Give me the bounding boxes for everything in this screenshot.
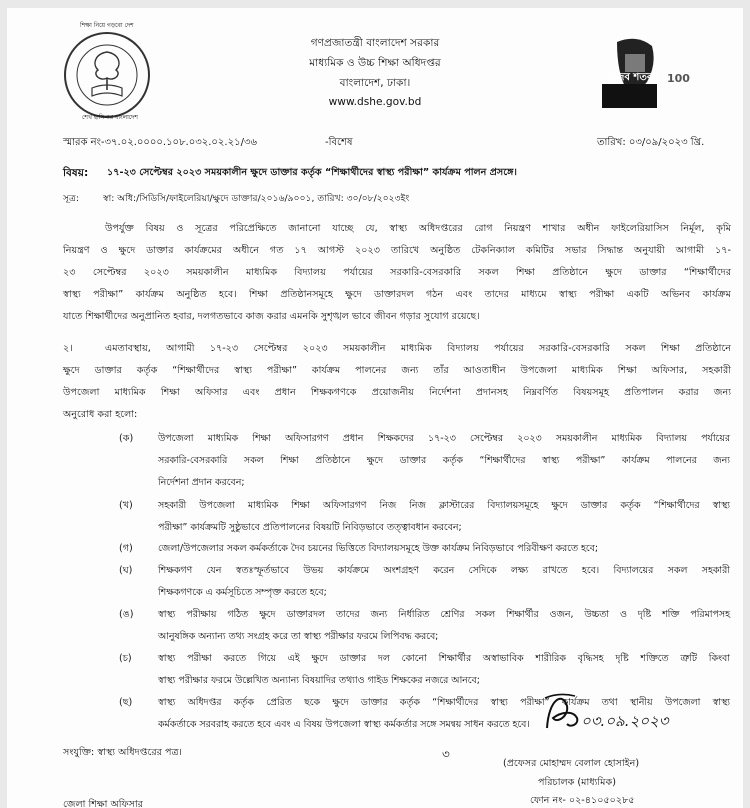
item-line: স্বাস্থ্য পরীক্ষার ফরমে উল্লেখিত অন্যান্য বিষয়াদির তথ্যাও গাইড শিক্ষকের নজরে আনবে;: [158, 675, 480, 686]
header-line-2: মাধ্যমিক ও উচ্চ শিক্ষা অধিদপ্তর: [309, 57, 441, 69]
paragraph-line: উপজেলা মাধ্যমিক শিক্ষা অফিসার এবং প্রধান শিক্ষকগণকে প্রয়োজনীয় নির্দেশনা প্রদানসহ নিম্নবর্ণিত বিষয়সমূহ প্রতিপালন করার জন্য: [63, 387, 731, 398]
item-mark: (ছ): [119, 697, 133, 708]
item-mark: (চ): [119, 653, 132, 664]
mujib-logo-number: 100: [667, 72, 690, 85]
paragraph-line: ক্ষুদে ডাক্তার কর্তৃক “শিক্ষার্থীদের স্বাস্থ্য পরীক্ষা” কার্যক্রম পালনের জন্য তাঁর আওতাধীন উপজেলা মাধ্যমিক শিক্ষা অফিসার, সহকারী: [63, 365, 731, 376]
handwritten-date: ০৩.০৯.২০২৩: [581, 712, 669, 730]
list-item: [158, 560, 730, 604]
list-item: [158, 604, 730, 648]
item-line: নির্দেশনা প্রদান করবেন;: [158, 477, 245, 488]
item-mark: (গ): [119, 543, 133, 554]
paragraph-line: এমতাবস্থায়, আগামী ১৭-২৩ সেপ্টেম্বর ২০২৩ সময়কালীন মাধ্যমিক বিদ্যালয় পর্যায়ের সরকারি-বেসরকারি সকল শিক্ষা প্রতিষ্ঠানে: [105, 343, 731, 354]
list-item: [158, 538, 730, 560]
item-line: জেলা/উপজেলার সকল কর্মকর্তাকে দৈব চয়নের ভিত্তিতে বিদ্যালয়সমূহে উক্ত কার্যক্রম নিবিড়ভাবে পরিবীক্ষণ করতে হবে;: [158, 543, 599, 554]
signatory-phone: ফোন নং- ০২-৪১০৫০২৮৫: [530, 795, 635, 806]
item-line: শিক্ষকগণকে এ কর্মসূচিতে সম্পৃক্ত করতে হবে;: [158, 587, 327, 598]
paragraph-line: ২৩ সেপ্টেম্বর ২০২৩ সময়কালীন মাধ্যমিক বিদ্যালয় পর্যায়ের সরকারি-বেসরকারি সকল শিক্ষা প্রতিষ্ঠানে ক্ষুদে ডাক্তার “শিক্ষার্থীদের: [63, 267, 731, 278]
logo-bottom-text: শেখ হাসিনার বাংলাদেশ: [82, 114, 138, 121]
item-line: স্বাস্থ্য অধিদপ্তর কর্তৃক প্রেরিত ছকে ক্ষুদে ডাক্তার কর্তৃক “শিক্ষার্থীদের স্বাস্থ্য পরীক্ষা” কার্যক্রম তথা স্থানীয় উপজেলা স্বাস্থ্য: [158, 697, 730, 708]
paragraph-line: উপর্যুক্ত বিষয় ও সূত্রের পরিপ্রেক্ষিতে জানানো যাচ্ছে যে, স্বাস্থ্য অধিদপ্তরের রোগ নিয়ন্ত্রণ শাখার অধীন ফাইলেরিয়াসিস নির্মূল, কৃমি: [105, 223, 731, 234]
subject-text: ১৭-২৩ সেপ্টেম্বর ২০২৩ সময়কালীন ক্ষুদে ডাক্তার কর্তৃক “শিক্ষার্থীদের স্বাস্থ্য পরীক্ষা” কার্যক্রম পালন প্রসঙ্গে।: [107, 167, 517, 178]
paragraph-line: অনুরোধ করা হলো:: [63, 409, 138, 420]
item-line: আনুষঙ্গিক অন্যান্য তথ্য সংগ্রহ করে তা স্বাস্থ্য পরীক্ষার ফরমে লিপিবদ্ধ করবে;: [158, 631, 439, 642]
document-page: [7, 8, 743, 808]
signatory-title: পরিচালক (মাধ্যমিক): [538, 777, 616, 788]
initial-mark: ৩: [442, 747, 450, 761]
website-link[interactable]: www.dshe.gov.bd: [328, 96, 422, 108]
item-line: সরকারি-বেসরকারি সকল শিক্ষা প্রতিষ্ঠানে ক্ষুদে ডাক্তার কর্তৃক “শিক্ষার্থীদের স্বাস্থ্য পরীক্ষা” কার্যক্রম পালনের জন্য: [158, 455, 730, 466]
list-item: [158, 495, 730, 539]
list-item: [158, 648, 730, 692]
source-label: সূত্র:: [63, 193, 79, 204]
recipient: জেলা শিক্ষা অফিসার: [63, 799, 143, 808]
header-line-3: বাংলাদেশ, ঢাকা।: [339, 77, 411, 89]
logo-top-text: শিক্ষা নিয়ে গড়বো দেশ: [80, 22, 134, 29]
item-line: সহকারী উপজেলা মাধ্যমিক শিক্ষা অফিসারগণ নিজ নিজ ক্লাস্টারের বিদ্যালয়সমূহে ক্ষুদে ডাক্তার কর্তৃক “শিক্ষার্থীদের স্বাস্থ্য: [158, 500, 730, 511]
item-line: স্বাস্থ্য পরীক্ষায় গঠিত ক্ষুদে ডাক্তারদল তাদের জন্য নির্ধারিত শ্রেণির সকল শিক্ষার্থীর ওজন, উচ্চতা ও দৃষ্টি শক্তি পরিমাপসহ: [158, 609, 730, 620]
item-line: কর্মকর্তাকে সরবরাহ করতে হবে এবং এ বিষয় উপজেলা স্বাস্থ্য কর্মকর্তার সঙ্গে সমন্বয় সাধন করতে হবে।: [158, 719, 530, 730]
attachment-note: সংযুক্তি: স্বাস্থ্য অধিদপ্তরের পত্র।: [63, 747, 182, 758]
paragraph-line: যাতে শিক্ষার্থীদের অনুপ্রানিত হবার, দলগতভাবে কাজ করার এমনকি সুশৃঙ্খল ভাবে জীবন গড়ার সুযোগ রয়েছে।: [63, 311, 480, 322]
source-text: স্বা: অধি:/সিডিসি/ফাইলেরিয়া/ক্ষুদে ডাক্তার/২০১৬/৯০০১, তারিখ: ৩০/০৮/২০২৩ইং: [103, 193, 410, 204]
list-item: [158, 428, 730, 494]
signatory-name: (প্রফেসর মোহাম্মদ বেলাল হোসাইন): [503, 758, 640, 769]
paragraph-line: স্বাস্থ্য পরীক্ষা” কার্যক্রম অনুষ্ঠিত হবে। শিক্ষা প্রতিষ্ঠানসমূহে ক্ষুদে ডাক্তারদল গঠন এবং তাদের মাধ্যমে স্বাস্থ্য পরীক্ষা একটি অভিনব কার্যক্রম: [63, 289, 731, 300]
mujib-logo-text: মুজিব শতবর্ষ: [607, 72, 658, 83]
paragraph-2: [63, 338, 731, 426]
paragraph-1: [63, 218, 731, 328]
paragraph-2-number: ২।: [63, 343, 73, 354]
paragraph-line: নিয়ন্ত্রণ ও ক্ষুদে ডাক্তার কার্যক্রমের অধীনে গত ১৭ আগস্ট ২০২৩ তারিখে অনুষ্ঠিত টেকনিক্যাল কমিটির সভার সিদ্ধান্ত অনুযায়ী আগামী ১৭-: [63, 245, 731, 256]
item-line: স্বাস্থ্য পরীক্ষা করতে গিয়ে এই ক্ষুদে ডাক্তার দল কোনো শিক্ষার্থীর অস্বাভাবিক শারীরিক বৃদ্ধিসহ দৃষ্টি শক্তিতে ত্রুটি কিংবা: [158, 653, 730, 664]
header-line-1: গণপ্রজাতন্ত্রী বাংলাদেশ সরকার: [310, 37, 440, 49]
memo-reference: স্মারক নং-৩৭.০২.০০০০.১০৮.০৩২.০২.২১/৩৬: [63, 137, 257, 148]
memo-date: তারিখ: ০৩/০৯/২০২৩ খ্রি.: [597, 137, 705, 148]
item-mark: (ঙ): [119, 609, 134, 620]
item-line: উপজেলা মাধ্যমিক শিক্ষা অফিসারগণ প্রধান শিক্ষকদের ১৭-২৩ সেপ্টেম্বর ২০২৩ সময়কালীন মাধ্যমিক বিদ্যালয় পর্যায়ের: [158, 433, 730, 444]
item-line: শিক্ষকগণ যেন স্বতঃস্ফূর্তভাবে উভয় কার্যক্রমে অংশগ্রহণ করেন সেদিকে লক্ষ্য রাখতে হবে। বিদ্যালয়ের সকল সহকারী: [158, 565, 730, 576]
item-mark: (ক): [119, 433, 134, 444]
item-mark: (খ): [119, 500, 133, 511]
item-line: পরীক্ষা” কার্যক্রমটি সুষ্ঠুভাবে প্রতিপালনের বিষয়টি নিবিড়ভাবে তত্ত্বাবধান করবেন;: [158, 522, 462, 533]
subject-label: বিষয়:: [63, 167, 89, 179]
item-mark: (ঘ): [119, 565, 133, 576]
memo-priority: -বিশেষ: [325, 137, 353, 148]
